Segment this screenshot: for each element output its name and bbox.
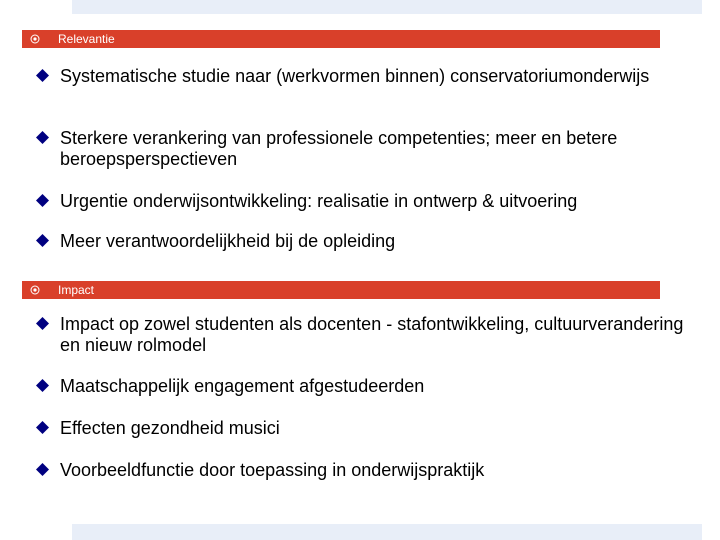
diamond-bullet-icon [36,131,49,144]
list-item-text: Sterkere verankering van professionele competenties; meer en betere beroepsperspectieven [60,128,618,169]
bottom-accent-strip [72,524,702,540]
list-item [36,128,706,170]
list-item-text: Urgentie onderwijsontwikkeling: realisatie in ontwerp & uitvoering [60,191,578,211]
diamond-bullet-icon [36,463,49,476]
list-item-text: Impact op zowel studenten als docenten - stafontwikkeling, cultuurverandering en nieuw rolmodel [60,314,684,355]
list-item [36,191,706,212]
list-item [36,376,706,397]
top-accent-strip [72,0,702,14]
section-title: Impact [58,283,95,297]
list-item-text: Meer verantwoordelijkheid bij de opleiding [60,231,396,251]
list-item [36,460,706,481]
section-header-impact [22,281,660,299]
diamond-bullet-icon [36,421,49,434]
target-icon [26,285,44,295]
diamond-bullet-icon [36,379,49,392]
list-item-text: Maatschappelijk engagement afgestudeerden [60,376,425,396]
list-item-text: Effecten gezondheid musici [60,418,280,438]
section-title: Relevantie [58,32,115,46]
section-header-relevantie [22,30,660,48]
list-item-text: Systematische studie naar (werkvormen binnen) conservatoriumonderwijs [60,66,650,86]
list-item-text: Voorbeeldfunctie door toepassing in onderwijspraktijk [60,460,485,480]
diamond-bullet-icon [36,234,49,247]
target-icon [26,34,44,44]
list-item [36,231,706,252]
list-item [36,418,706,439]
diamond-bullet-icon [36,317,49,330]
list-item [36,66,706,87]
diamond-bullet-icon [36,69,49,82]
list-item [36,314,706,356]
diamond-bullet-icon [36,194,49,207]
